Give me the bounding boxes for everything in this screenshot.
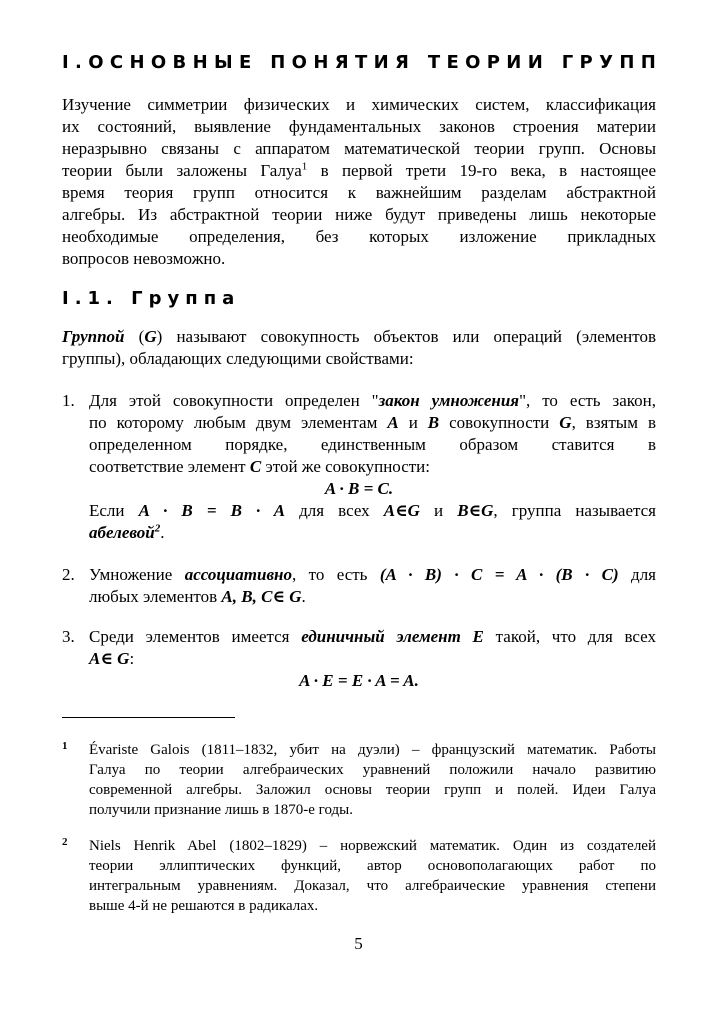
chapter-heading: I.ОСНОВНЫЕ ПОНЯТИЯ ТЕОРИИ ГРУПП [62, 52, 663, 73]
item-number: 3. [62, 627, 75, 646]
term-group: Группой [62, 327, 125, 346]
term-abelian: абелевой [89, 523, 155, 542]
list-item: 1. Для этой совокупности определен "закон умножения", то есть закон, по которому любым двум элементам A и B совокупности G, взятым в определенном порядке, единственным образом ставится в соответствие элемент C этой же совокупности: A · B = C. Если A · B = B · A для всех A∈G и B∈G, группа называется абелевой$^2$. [62, 391, 656, 542]
footnote-marker: 2 [62, 836, 68, 848]
intro-line: Изучение симметрии физических и химических систем, классификация [62, 95, 656, 114]
term-associative: ассоциативно [184, 565, 292, 584]
term-identity-element: единичный элемент E [301, 627, 484, 646]
intro-line: теории были заложены Галуа$^1$ в первой трети 19-го века, в настоящее [62, 160, 656, 180]
intro-line: вопросов невозможно. [62, 249, 226, 268]
formula: A · B = C. [324, 479, 394, 498]
formula: A · E = E · A = A. [299, 671, 419, 690]
group-definition [62, 326, 656, 370]
term-multiplication-law: закон умножения [378, 391, 520, 410]
item-number: 2. [62, 565, 75, 584]
list-item: 3. Среди элементов имеется единичный элемент E такой, что для всех A∈ G: A · E = E · A = A. [62, 627, 656, 690]
footnote: 1 Évariste Galois (1811–1832, убит на дуэли) – французский математик. Работы Галуа по теории алгебраических уравнений положили начало развитию современной алгебры. Заложил основы теории групп и полей. Идеи Галуа получили признание лишь в 1870-е годы. [62, 740, 656, 820]
intro-line: время теория групп относится к важнейшим разделам абстрактной [62, 183, 656, 202]
formula: A · B = B · A [138, 501, 286, 520]
footnote-marker: 1 [62, 740, 68, 752]
footnote-ref-2[interactable]: 2 [154, 522, 161, 535]
item-number: 1. [62, 391, 75, 410]
footnote-ref-1[interactable]: 1 [301, 160, 308, 173]
list-item: 2. Умножение ассоциативно, то есть (A · B) · C = A · (B · C) для любых элементов A, B, C∈ G. [62, 565, 657, 606]
definition-line: Группой (G) называют совокупность объектов или операций (элементов [62, 327, 656, 346]
formula: (A · B) · C = A · (B · C) [379, 565, 619, 584]
intro-line: их состояний, выявление фундаментальных законов строения материи [62, 117, 656, 136]
definition-line: группы), обладающих следующими свойствами: [62, 349, 414, 368]
intro-line: неразрывно связаны с аппаратом математической теории групп. Основы [62, 139, 656, 158]
intro-line: алгебры. Из абстрактной теории ниже будут приведены лишь некоторые [62, 205, 656, 224]
intro-line: необходимые определения, без которых изложение прикладных [62, 227, 656, 246]
page-number: 5 [354, 934, 363, 953]
section-heading: I.1. Группа [62, 288, 241, 309]
footnote: 2 Niels Henrik Abel (1802–1829) – норвежский математик. Один из создателей теории эллиптических функций, автор основополагающих работ по интегральным уравнениям. Доказал, что алгебраические уравнения степени выше 4-й не решаются в радикалах. [62, 836, 656, 916]
footnote-separator [62, 717, 235, 718]
intro-paragraph [62, 94, 656, 270]
